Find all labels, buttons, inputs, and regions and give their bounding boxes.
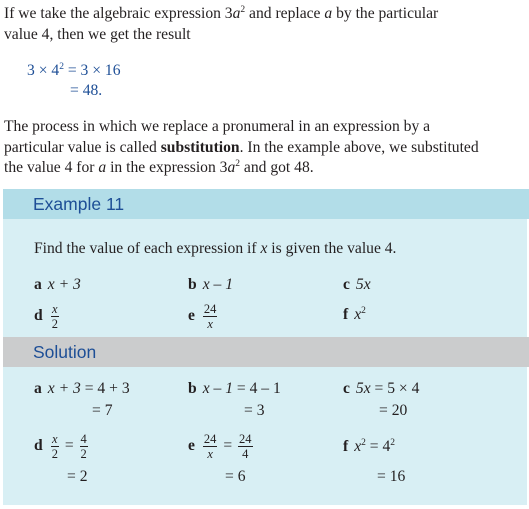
denominator: 2 bbox=[51, 447, 58, 461]
part-label: a bbox=[34, 380, 42, 397]
exponent: 2 bbox=[240, 5, 246, 15]
solution-part-c bbox=[343, 379, 419, 399]
intro-text: If we take the algebraic expression 3 bbox=[4, 5, 233, 22]
part-label: a bbox=[34, 276, 42, 293]
solution-part-d bbox=[34, 433, 90, 460]
intro-text: by the particular bbox=[332, 5, 439, 22]
solution-part-a-result: = 7 bbox=[92, 402, 113, 419]
fraction bbox=[51, 433, 59, 460]
example-part-a bbox=[34, 275, 81, 295]
solution-part-c-result: = 20 bbox=[379, 402, 408, 419]
fraction bbox=[80, 433, 88, 460]
expression: x – 1 bbox=[202, 276, 233, 293]
expression: x – 1 bbox=[202, 380, 233, 397]
solution-part-d-result: = 2 bbox=[67, 468, 88, 485]
part-label: c bbox=[343, 276, 350, 293]
numerator: x bbox=[52, 302, 58, 316]
part-label: f bbox=[343, 306, 349, 323]
definition-text: and got 48. bbox=[240, 159, 314, 176]
exponent: 2 bbox=[361, 306, 366, 316]
solution-part-e bbox=[188, 433, 255, 460]
exponent: 2 bbox=[235, 159, 241, 169]
example-prompt bbox=[34, 239, 396, 259]
expression: 5x bbox=[355, 380, 371, 397]
fraction bbox=[238, 433, 253, 460]
part-label: d bbox=[34, 307, 43, 325]
solution-part-a bbox=[34, 379, 130, 399]
expression: = 4 – 1 bbox=[233, 380, 281, 397]
definition-text: particular value is called bbox=[4, 139, 161, 156]
example-header bbox=[3, 189, 529, 219]
example-part-e bbox=[188, 303, 219, 330]
worked-line-2: = 48. bbox=[70, 82, 103, 99]
exponent: 2 bbox=[59, 62, 64, 72]
part-label: e bbox=[188, 437, 195, 455]
definition-text: . In the example above, we substituted bbox=[239, 139, 479, 156]
variable-a: a bbox=[324, 5, 333, 22]
variable-a: a bbox=[227, 159, 236, 176]
denominator: 4 bbox=[242, 447, 249, 461]
expression: = 4 + 3 bbox=[80, 380, 130, 397]
example-part-c bbox=[343, 275, 371, 295]
term-substitution: substitution bbox=[160, 139, 240, 156]
numerator: 24 bbox=[239, 432, 252, 446]
expression: x + 3 bbox=[47, 380, 81, 397]
prompt-text: is given the value 4. bbox=[267, 240, 397, 257]
intro-line-1 bbox=[4, 4, 438, 27]
intro-line-2: value 4, then we get the result bbox=[4, 26, 191, 43]
variable-a: a bbox=[98, 159, 107, 176]
solution-part-f-result: = 16 bbox=[377, 468, 406, 485]
worked-line-1 bbox=[27, 61, 121, 83]
equals-sign: = bbox=[64, 437, 74, 455]
variable-x: x bbox=[260, 240, 268, 257]
solution-body bbox=[3, 367, 527, 505]
intro-text: and replace bbox=[245, 5, 325, 22]
part-label: e bbox=[188, 307, 195, 325]
expression: = 4 bbox=[365, 438, 391, 455]
definition-line-2 bbox=[4, 138, 479, 159]
expression: x + 3 bbox=[47, 276, 81, 293]
example-part-d bbox=[34, 303, 61, 330]
example-part-f bbox=[343, 305, 366, 327]
denominator: x bbox=[207, 317, 213, 331]
solution-part-b bbox=[188, 379, 281, 399]
denominator: 2 bbox=[51, 317, 58, 331]
variable-a: a bbox=[232, 5, 241, 22]
numerator: 4 bbox=[80, 432, 87, 446]
expression: = 5 × 4 bbox=[370, 380, 420, 397]
solution-part-f bbox=[343, 437, 395, 459]
part-label: b bbox=[188, 276, 197, 293]
fraction bbox=[203, 433, 218, 460]
solution-title: Solution bbox=[33, 342, 97, 362]
definition-line-1: The process in which we replace a pronumeral in an expression by a bbox=[4, 118, 431, 135]
part-label: b bbox=[188, 380, 197, 397]
expression: x bbox=[354, 306, 362, 323]
part-label: d bbox=[34, 437, 43, 455]
part-label: f bbox=[343, 438, 349, 455]
prompt-text: Find the value of each expression if bbox=[34, 240, 261, 257]
denominator: x bbox=[207, 447, 213, 461]
definition-line-3 bbox=[4, 158, 314, 181]
fraction bbox=[203, 303, 218, 330]
solution-part-e-result: = 6 bbox=[225, 468, 246, 485]
example-body bbox=[3, 219, 527, 337]
expression: 5x bbox=[355, 276, 371, 293]
worked-text: = 3 × 16 bbox=[63, 62, 121, 79]
definition-text: the value 4 for bbox=[4, 159, 99, 176]
denominator: 2 bbox=[80, 447, 87, 461]
exponent: 2 bbox=[361, 438, 366, 448]
expression: x bbox=[354, 438, 362, 455]
example-title: Example 11 bbox=[33, 194, 125, 214]
example-part-b bbox=[188, 275, 233, 295]
numerator: 24 bbox=[203, 432, 217, 446]
numerator: x bbox=[52, 432, 58, 446]
part-label: c bbox=[343, 380, 350, 397]
solution-header bbox=[3, 337, 529, 367]
solution-part-b-result: = 3 bbox=[244, 402, 265, 419]
exponent: 2 bbox=[390, 438, 396, 448]
equals-sign: = bbox=[223, 437, 233, 455]
fraction bbox=[51, 303, 59, 330]
worked-text: 3 × 4 bbox=[27, 62, 60, 79]
numerator: 24 bbox=[203, 302, 217, 316]
definition-text: in the expression 3 bbox=[106, 159, 228, 176]
